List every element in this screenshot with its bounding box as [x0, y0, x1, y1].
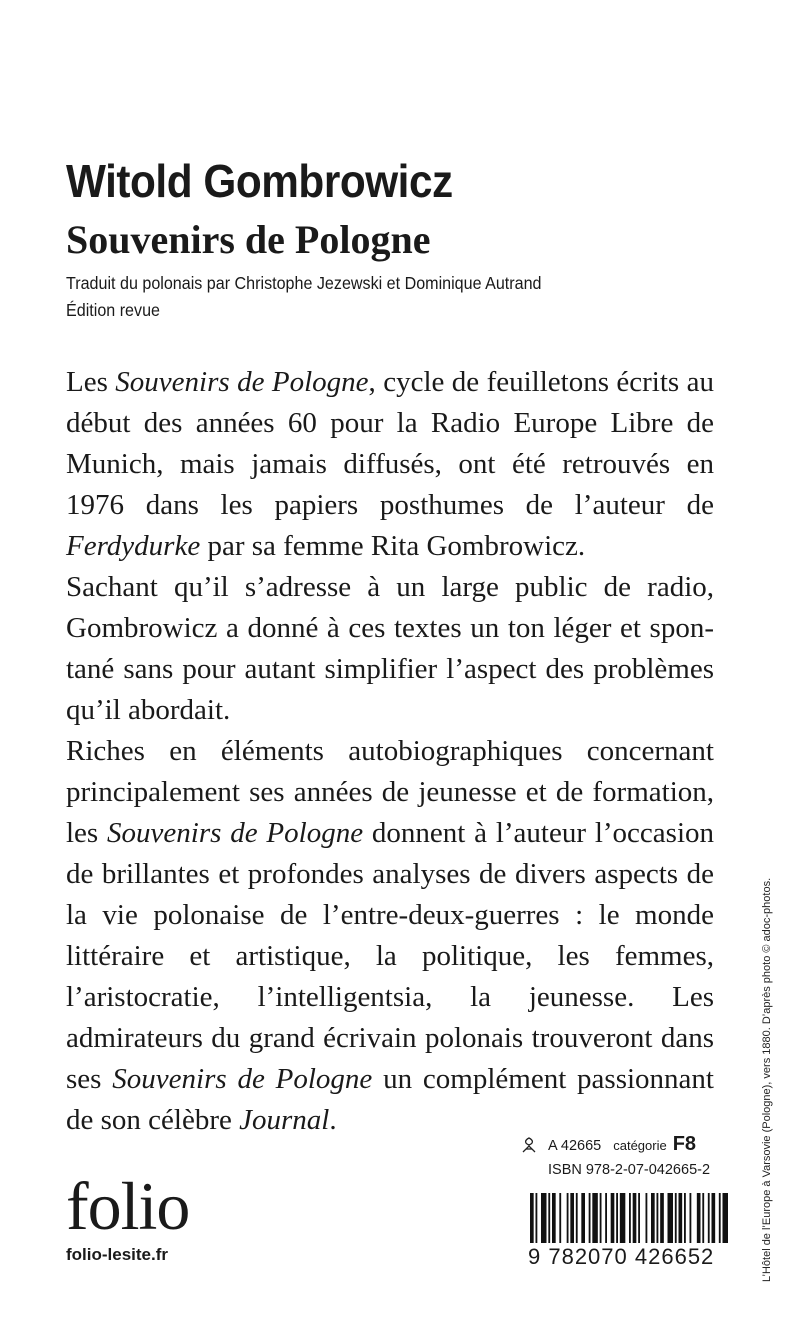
barcode-bar [633, 1193, 637, 1243]
barcode-bar [697, 1193, 701, 1243]
barcode-bar [638, 1193, 640, 1243]
barcode-bar [567, 1193, 569, 1243]
barcode-bar [605, 1193, 607, 1243]
blurb-paragraph-3: Riches en éléments autobiographiques concernant principalement ses années de jeunesse et de formation, les Souvenirs de Pologne donnent à l’auteur l’occasion de brillantes et profondes analyses de divers aspects de la vie polonaise de l’entre-deux-guerres : le monde littéraire et artistique, la politique, les femmes, l’aristocratie, l’intelligentsia, la jeunesse. Les admirateurs du grand écrivain polonais trouveront dans ses Souvenirs de Pologne un complément passionnant de son célèbre Journal. [66, 735, 714, 1136]
barcode-bar [536, 1193, 538, 1243]
barcode-bar [559, 1193, 561, 1243]
barcode-bar [570, 1193, 574, 1243]
blurb-paragraph-2: Sachant qu’il s’adresse à un large public de radio, Gombrowicz a donné à ces textes un ton léger et spontané sans pour autant simplifier l’aspect des problèmes qu’il abordait. [66, 571, 714, 726]
barcode-bar [646, 1193, 648, 1243]
barcode-bars [530, 1193, 728, 1243]
barcode-bar [660, 1193, 664, 1243]
catalog-info [520, 1132, 710, 1182]
barcode-bar [576, 1193, 578, 1243]
barcode-bar [581, 1193, 585, 1243]
publisher-website: folio-lesite.fr [66, 1245, 169, 1264]
barcode-bar [702, 1193, 704, 1243]
barcode-bar [675, 1193, 677, 1243]
barcode-bar [657, 1193, 659, 1243]
barcode-bar [723, 1193, 729, 1243]
isbn: ISBN 978-2-07-042665-2 [548, 1162, 711, 1178]
catalog-row [520, 1132, 710, 1158]
barcode-bar [712, 1193, 716, 1243]
book-title: Souvenirs de Pologne [66, 217, 431, 262]
imprim-vert-icon [520, 1137, 538, 1153]
barcode-bar [552, 1193, 556, 1243]
barcode-bar [530, 1193, 534, 1243]
blurb-paragraph-1: Les Souvenirs de Pologne, cycle de feuilletons écrits au début des années 60 pour la Radio Europe Libre de Munich, mais jamais diffusés, ont été retrouvés en 1976 dans les papiers posthumes de l’auteur de Ferdydurke par sa femme Rita Gombrowicz. [66, 366, 715, 562]
barcode-bar [600, 1193, 602, 1243]
category-label: catégorie [613, 1138, 667, 1153]
translation-credit: Traduit du polonais par Christophe Jezewski et Dominique Autrand [66, 273, 542, 293]
barcode-bar [616, 1193, 618, 1243]
barcode-bar [589, 1193, 591, 1243]
barcode-bar [719, 1193, 721, 1243]
barcode-bar [684, 1193, 686, 1243]
barcode-digits: 9 782070 426652 [528, 1244, 715, 1269]
credits [66, 270, 542, 324]
barcode-bar [620, 1193, 626, 1243]
barcode-bar [668, 1193, 674, 1243]
category-code: F8 [672, 1133, 697, 1155]
barcode-bar [679, 1193, 683, 1243]
barcode-bar [611, 1193, 615, 1243]
back-cover-blurb [66, 362, 714, 1141]
edition-note: Édition revue [66, 300, 160, 320]
folio-logo: folio [66, 1168, 190, 1244]
barcode-bar [592, 1193, 598, 1243]
barcode-bar [708, 1193, 710, 1243]
barcode-bar [541, 1193, 547, 1243]
cover-image-credit: L’Hôtel de l’Europe à Varsovie (Pologne), vers 1880. D’après photo © adoc-photos. [761, 877, 773, 1282]
author-name: Witold Gombrowicz [66, 155, 453, 207]
barcode-bar [651, 1193, 655, 1243]
barcode-bar [629, 1193, 631, 1243]
catalog-code: A 42665 [548, 1138, 602, 1154]
barcode-bar [690, 1193, 692, 1243]
barcode-bar [548, 1193, 550, 1243]
